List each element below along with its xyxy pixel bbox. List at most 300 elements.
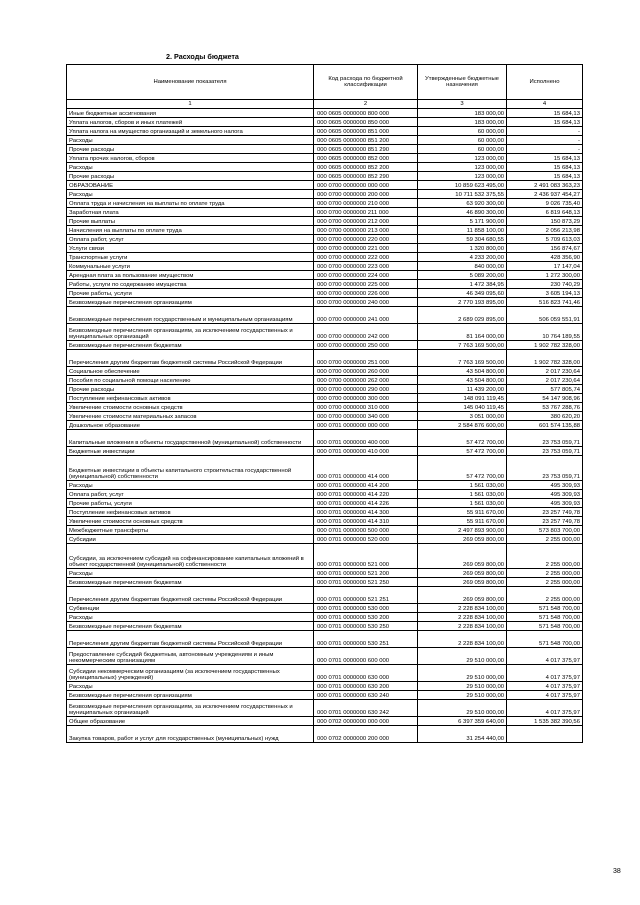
row-executed: 2 255 000,00 [507,587,583,604]
row-code: 000 0701 0000000 414 310 [314,517,418,526]
row-approved: 59 304 680,55 [418,235,507,244]
row-executed: 15 684,13 [507,109,583,118]
row-executed: 571 548 700,00 [507,631,583,648]
row-code: 000 0701 0000000 630 240 [314,691,418,700]
row-approved: 1 320 800,00 [418,244,507,253]
row-executed: 1 902 782 328,00 [507,341,583,350]
row-executed: 23 753 059,71 [507,456,583,481]
row-approved: 123 000,00 [418,154,507,163]
row-executed: 428 356,90 [507,253,583,262]
row-executed: - [507,136,583,145]
row-code: 000 0700 0000000 251 000 [314,350,418,367]
row-name: Поступление нефинансовых активов [67,508,314,517]
table-row [67,535,583,544]
table-row [67,717,583,726]
row-approved: 57 472 700,00 [418,456,507,481]
row-code: 000 0700 0000000 310 000 [314,403,418,412]
row-approved: 5 089 200,00 [418,271,507,280]
row-code: 000 0605 0000000 852 290 [314,172,418,181]
row-name: Перечисления другим бюджетам бюджетной системы Российской Федерации [67,631,314,648]
row-name: Безвозмездные перечисления бюджетам [67,578,314,587]
row-code: 000 0605 0000000 852 200 [314,163,418,172]
row-code: 000 0701 0000000 600 000 [314,648,418,665]
table-row [67,481,583,490]
row-executed: 2 017 230,64 [507,376,583,385]
table-row [67,190,583,199]
row-approved: 2 497 893 900,00 [418,526,507,535]
header-indicator-name: Наименование показателя [67,65,314,100]
row-code: 000 0701 0000000 414 220 [314,490,418,499]
row-approved: 2 228 834 100,00 [418,613,507,622]
row-code: 000 0700 0000000 200 000 [314,190,418,199]
row-code: 000 0700 0000000 222 000 [314,253,418,262]
row-executed: 495 309,93 [507,499,583,508]
row-approved: 2 689 029 895,00 [418,307,507,324]
row-code: 000 0701 0000000 414 200 [314,481,418,490]
row-name: Капитальные вложения в объекты государственной (муниципальной) собственности [67,430,314,447]
row-name: Услуги связи [67,244,314,253]
column-number: 3 [418,100,507,109]
row-approved: 1 561 030,00 [418,499,507,508]
table-row [67,544,583,569]
row-executed: 495 309,93 [507,490,583,499]
row-name: Безвозмездные перечисления бюджетам [67,341,314,350]
row-name: Дошкольное образование [67,421,314,430]
header-approved: Утвержденные бюджетные назначения [418,65,507,100]
row-executed: 2 436 937 454,27 [507,190,583,199]
row-approved: 29 510 000,00 [418,648,507,665]
row-name: Прочие работы, услуги [67,499,314,508]
row-name: Предоставление субсидий бюджетным, автономным учреждениям и иным некоммерческим организациям [67,648,314,665]
row-name: Субсидии некоммерческим организациям (за исключением государственных (муниципальных) учреждений) [67,665,314,682]
row-code: 000 0701 0000000 521 251 [314,587,418,604]
row-executed: 601 574 135,88 [507,421,583,430]
header-executed: Исполнено [507,65,583,100]
row-name: Безвозмездные перечисления организациям, за исключением государственных и муниципальных организаций [67,324,314,341]
row-executed: 15 684,13 [507,154,583,163]
table-row [67,145,583,154]
row-executed: 53 767 288,76 [507,403,583,412]
row-approved: 11 858 100,00 [418,226,507,235]
table-row [67,682,583,691]
row-name: Уплата налогов, сборов и иных платежей [67,118,314,127]
row-name: Общее образование [67,717,314,726]
row-executed: 23 257 749,78 [507,508,583,517]
column-number-row [67,100,583,109]
row-executed: 2 255 000,00 [507,544,583,569]
table-row [67,289,583,298]
row-approved: 11 439 200,00 [418,385,507,394]
row-approved: 29 510 000,00 [418,665,507,682]
row-executed: 23 257 749,78 [507,517,583,526]
table-row [67,604,583,613]
row-approved: 43 504 800,00 [418,376,507,385]
row-approved: 1 561 030,00 [418,490,507,499]
table-row [67,517,583,526]
table-row [67,622,583,631]
row-code: 000 0701 0000000 530 000 [314,604,418,613]
row-code: 000 0700 0000000 340 000 [314,412,418,421]
row-executed: 506 059 551,91 [507,307,583,324]
row-approved: 31 254 440,00 [418,726,507,743]
row-approved: 3 051 000,00 [418,412,507,421]
row-executed: 4 017 375,97 [507,682,583,691]
row-code: 000 0701 0000000 400 000 [314,430,418,447]
row-name: Прочие выплаты [67,217,314,226]
header-expense-code: Код расхода по бюджетной классификации [314,65,418,100]
table-row [67,376,583,385]
row-name: Прочие расходы [67,385,314,394]
table-row [67,569,583,578]
row-approved: 55 911 670,00 [418,508,507,517]
row-executed: 23 753 059,71 [507,430,583,447]
table-row [67,726,583,743]
row-name: Увеличение стоимости основных средств [67,517,314,526]
row-name: Иные бюджетные ассигнования [67,109,314,118]
row-name: Безвозмездные перечисления государственным и муниципальным организациям [67,307,314,324]
row-approved: 148 091 119,45 [418,394,507,403]
row-executed: 15 684,13 [507,163,583,172]
table-row [67,412,583,421]
table-row [67,217,583,226]
row-code: 000 0701 0000000 530 200 [314,613,418,622]
row-approved: 2 228 834 100,00 [418,631,507,648]
row-name: Расходы [67,136,314,145]
row-approved: 269 059 800,00 [418,569,507,578]
row-approved: 183 000,00 [418,109,507,118]
row-executed: 573 803 700,00 [507,526,583,535]
row-approved: 60 000,00 [418,127,507,136]
table-row [67,430,583,447]
row-executed: 571 548 700,00 [507,622,583,631]
table-row [67,271,583,280]
table-row [67,307,583,324]
table-row [67,394,583,403]
row-approved: 46 349 095,60 [418,289,507,298]
row-executed: - [507,145,583,154]
row-name: Закупка товаров, работ и услуг для государственных (муниципальных) нужд [67,726,314,743]
row-approved: 840 000,00 [418,262,507,271]
table-row [67,235,583,244]
row-approved: 269 059 800,00 [418,535,507,544]
row-executed [507,726,583,743]
table-row [67,403,583,412]
row-code: 000 0700 0000000 250 000 [314,341,418,350]
row-name: Оплата работ, услуг [67,235,314,244]
row-approved: 57 472 700,00 [418,430,507,447]
row-approved: 2 228 834 100,00 [418,622,507,631]
row-code: 000 0701 0000000 521 000 [314,544,418,569]
row-approved: 6 397 359 640,00 [418,717,507,726]
table-row [67,526,583,535]
row-code: 000 0700 0000000 211 000 [314,208,418,217]
table-row [67,691,583,700]
table-row [67,262,583,271]
row-executed: 15 684,13 [507,172,583,181]
row-code: 000 0701 0000000 530 251 [314,631,418,648]
row-approved: 43 504 800,00 [418,367,507,376]
row-name: Субсидии [67,535,314,544]
row-approved: 269 059 800,00 [418,587,507,604]
row-approved: 2 770 193 895,00 [418,298,507,307]
row-code: 000 0605 0000000 852 000 [314,154,418,163]
table-row [67,324,583,341]
row-name: Увеличение стоимости материальных запасов [67,412,314,421]
row-name: Межбюджетные трансферты [67,526,314,535]
row-executed: 516 823 741,46 [507,298,583,307]
row-name: Бюджетные инвестиции [67,447,314,456]
table-row [67,508,583,517]
row-approved: 1 561 030,00 [418,481,507,490]
row-name: Расходы [67,569,314,578]
table-row [67,253,583,262]
row-executed: 15 684,13 [507,118,583,127]
row-code: 000 0701 0000000 521 250 [314,578,418,587]
row-name: Расходы [67,190,314,199]
row-name: Перечисления другим бюджетам бюджетной системы Российской Федерации [67,350,314,367]
row-code: 000 0701 0000000 630 200 [314,682,418,691]
row-code: 000 0702 0000000 200 000 [314,726,418,743]
row-code: 000 0701 0000000 410 000 [314,447,418,456]
row-approved: 46 890 300,00 [418,208,507,217]
row-code: 000 0700 0000000 224 000 [314,271,418,280]
row-approved: 29 510 000,00 [418,700,507,717]
row-code: 000 0700 0000000 290 000 [314,385,418,394]
row-name: Безвозмездные перечисления организациям [67,298,314,307]
table-row [67,648,583,665]
row-code: 000 0701 0000000 000 000 [314,421,418,430]
row-approved: 10 711 532 375,55 [418,190,507,199]
row-code: 000 0701 0000000 414 226 [314,499,418,508]
table-row [67,367,583,376]
row-code: 000 0605 0000000 851 290 [314,145,418,154]
row-code: 000 0700 0000000 240 000 [314,298,418,307]
table-row [67,244,583,253]
row-approved: 5 171 900,00 [418,217,507,226]
row-name: Уплата прочих налогов, сборов [67,154,314,163]
row-code: 000 0701 0000000 521 200 [314,569,418,578]
row-code: 000 0700 0000000 210 000 [314,199,418,208]
row-executed: 2 255 000,00 [507,569,583,578]
row-executed: 495 309,93 [507,481,583,490]
row-executed: - [507,127,583,136]
table-row [67,456,583,481]
table-row [67,226,583,235]
row-executed: 2 056 213,98 [507,226,583,235]
row-code: 000 0701 0000000 414 000 [314,456,418,481]
table-row [67,280,583,289]
row-name: Прочие расходы [67,145,314,154]
row-approved: 29 510 000,00 [418,682,507,691]
row-name: Безвозмездные перечисления бюджетам [67,622,314,631]
table-row [67,341,583,350]
row-name: Безвозмездные перечисления организациям, за исключением государственных и муниципальных организаций [67,700,314,717]
row-name: Субсидии, за исключением субсидий на софинансирование капитальных вложений в объект государственной (муниципальной) собственности [67,544,314,569]
row-name: Поступление нефинансовых активов [67,394,314,403]
row-executed: 2 491 083 363,23 [507,181,583,190]
row-name: Бюджетные инвестиции в объекты капитального строительства государственной (муниципальной) собственности [67,456,314,481]
row-name: Расходы [67,682,314,691]
table-row [67,421,583,430]
row-executed: 9 026 735,40 [507,199,583,208]
row-name: Расходы [67,481,314,490]
table-row [67,385,583,394]
table-row [67,181,583,190]
row-name: ОБРАЗОВАНИЕ [67,181,314,190]
expenses-table [66,64,583,743]
table-row [67,208,583,217]
row-code: 000 0605 0000000 800 000 [314,109,418,118]
row-code: 000 0700 0000000 242 000 [314,324,418,341]
row-code: 000 0701 0000000 630 242 [314,700,418,717]
table-row [67,109,583,118]
row-approved: 269 059 800,00 [418,578,507,587]
row-code: 000 0701 0000000 500 000 [314,526,418,535]
row-name: Перечисления другим бюджетам бюджетной системы Российской Федерации [67,587,314,604]
row-approved: 81 164 000,00 [418,324,507,341]
row-executed: 17 147,04 [507,262,583,271]
table-row [67,199,583,208]
row-code: 000 0605 0000000 851 200 [314,136,418,145]
row-code: 000 0700 0000000 221 000 [314,244,418,253]
row-executed: 4 017 375,97 [507,700,583,717]
row-code: 000 0702 0000000 000 000 [314,717,418,726]
row-name: Расходы [67,613,314,622]
row-code: 000 0700 0000000 213 000 [314,226,418,235]
row-name: Прочие расходы [67,172,314,181]
row-code: 000 0700 0000000 220 000 [314,235,418,244]
row-executed: 230 740,29 [507,280,583,289]
table-row [67,631,583,648]
row-code: 000 0700 0000000 000 000 [314,181,418,190]
row-approved: 183 000,00 [418,118,507,127]
row-code: 000 0700 0000000 300 000 [314,394,418,403]
row-name: Заработная плата [67,208,314,217]
row-approved: 60 000,00 [418,145,507,154]
row-executed: 4 017 375,97 [507,648,583,665]
row-executed: 156 874,67 [507,244,583,253]
row-approved: 123 000,00 [418,172,507,181]
row-approved: 10 859 623 495,00 [418,181,507,190]
row-code: 000 0700 0000000 241 000 [314,307,418,324]
row-executed: 1 535 382 390,56 [507,717,583,726]
row-code: 000 0700 0000000 226 000 [314,289,418,298]
row-name: Оплата труда и начисления на выплаты по оплате труда [67,199,314,208]
row-executed: 10 764 189,55 [507,324,583,341]
row-executed: 571 548 700,00 [507,604,583,613]
row-approved: 123 000,00 [418,163,507,172]
row-code: 000 0700 0000000 212 000 [314,217,418,226]
row-name: Субвенции [67,604,314,613]
row-approved: 55 911 670,00 [418,517,507,526]
row-name: Безвозмездные перечисления организациям [67,691,314,700]
row-name: Социальное обеспечение [67,367,314,376]
row-code: 000 0700 0000000 262 000 [314,376,418,385]
table-row [67,118,583,127]
table-row [67,613,583,622]
row-name: Арендная плата за пользование имуществом [67,271,314,280]
table-row [67,490,583,499]
row-executed: 3 605 194,13 [507,289,583,298]
table-row [67,298,583,307]
row-executed: 2 255 000,00 [507,578,583,587]
row-approved: 1 472 384,95 [418,280,507,289]
row-approved: 145 040 119,45 [418,403,507,412]
row-code: 000 0700 0000000 260 000 [314,367,418,376]
row-approved: 63 920 300,00 [418,199,507,208]
row-name: Увеличение стоимости основных средств [67,403,314,412]
row-name: Транспортные услуги [67,253,314,262]
row-code: 000 0700 0000000 225 000 [314,280,418,289]
row-code: 000 0701 0000000 414 300 [314,508,418,517]
row-name: Прочие работы, услуги [67,289,314,298]
row-approved: 269 059 800,00 [418,544,507,569]
row-name: Пособия по социальной помощи населению [67,376,314,385]
row-executed: 6 819 648,13 [507,208,583,217]
row-code: 000 0701 0000000 530 250 [314,622,418,631]
row-approved: 2 584 876 600,00 [418,421,507,430]
table-row [67,587,583,604]
row-approved: 60 000,00 [418,136,507,145]
row-executed: 23 753 059,71 [507,447,583,456]
row-code: 000 0605 0000000 851 000 [314,127,418,136]
table-row [67,447,583,456]
row-executed: 54 147 908,96 [507,394,583,403]
row-approved: 7 763 169 500,00 [418,341,507,350]
page-number: 38 [613,868,621,875]
table-row [67,578,583,587]
table-row [67,163,583,172]
row-name: Расходы [67,163,314,172]
row-executed: 2 017 230,64 [507,367,583,376]
row-name: Уплата налога на имущество организаций и земельного налога [67,127,314,136]
row-name: Коммунальные услуги [67,262,314,271]
table-header-row [67,65,583,100]
row-name: Оплата работ, услуг [67,490,314,499]
row-executed: 4 017 375,97 [507,691,583,700]
table-row [67,350,583,367]
row-executed: 571 548 700,00 [507,613,583,622]
table-row [67,172,583,181]
row-executed: 577 805,74 [507,385,583,394]
table-row [67,136,583,145]
row-executed: 1 272 300,00 [507,271,583,280]
table-row [67,665,583,682]
row-approved: 2 228 834 100,00 [418,604,507,613]
row-executed: 1 902 782 328,00 [507,350,583,367]
row-executed: 5 709 613,03 [507,235,583,244]
table-row [67,499,583,508]
row-approved: 57 472 700,00 [418,447,507,456]
column-number: 1 [67,100,314,109]
row-code: 000 0701 0000000 630 000 [314,665,418,682]
row-name: Начисления на выплаты по оплате труда [67,226,314,235]
table-row [67,700,583,717]
row-approved: 4 233 200,00 [418,253,507,262]
table-row [67,154,583,163]
column-number: 4 [507,100,583,109]
row-executed: 2 255 000,00 [507,535,583,544]
row-code: 000 0700 0000000 223 000 [314,262,418,271]
row-name: Работы, услуги по содержанию имущества [67,280,314,289]
row-executed: 4 017 375,97 [507,665,583,682]
row-approved: 29 510 000,00 [418,691,507,700]
row-executed: 150 873,29 [507,217,583,226]
section-title: 2. Расходы бюджета [166,52,239,61]
table-row [67,127,583,136]
row-code: 000 0605 0000000 850 000 [314,118,418,127]
row-executed: 380 620,20 [507,412,583,421]
